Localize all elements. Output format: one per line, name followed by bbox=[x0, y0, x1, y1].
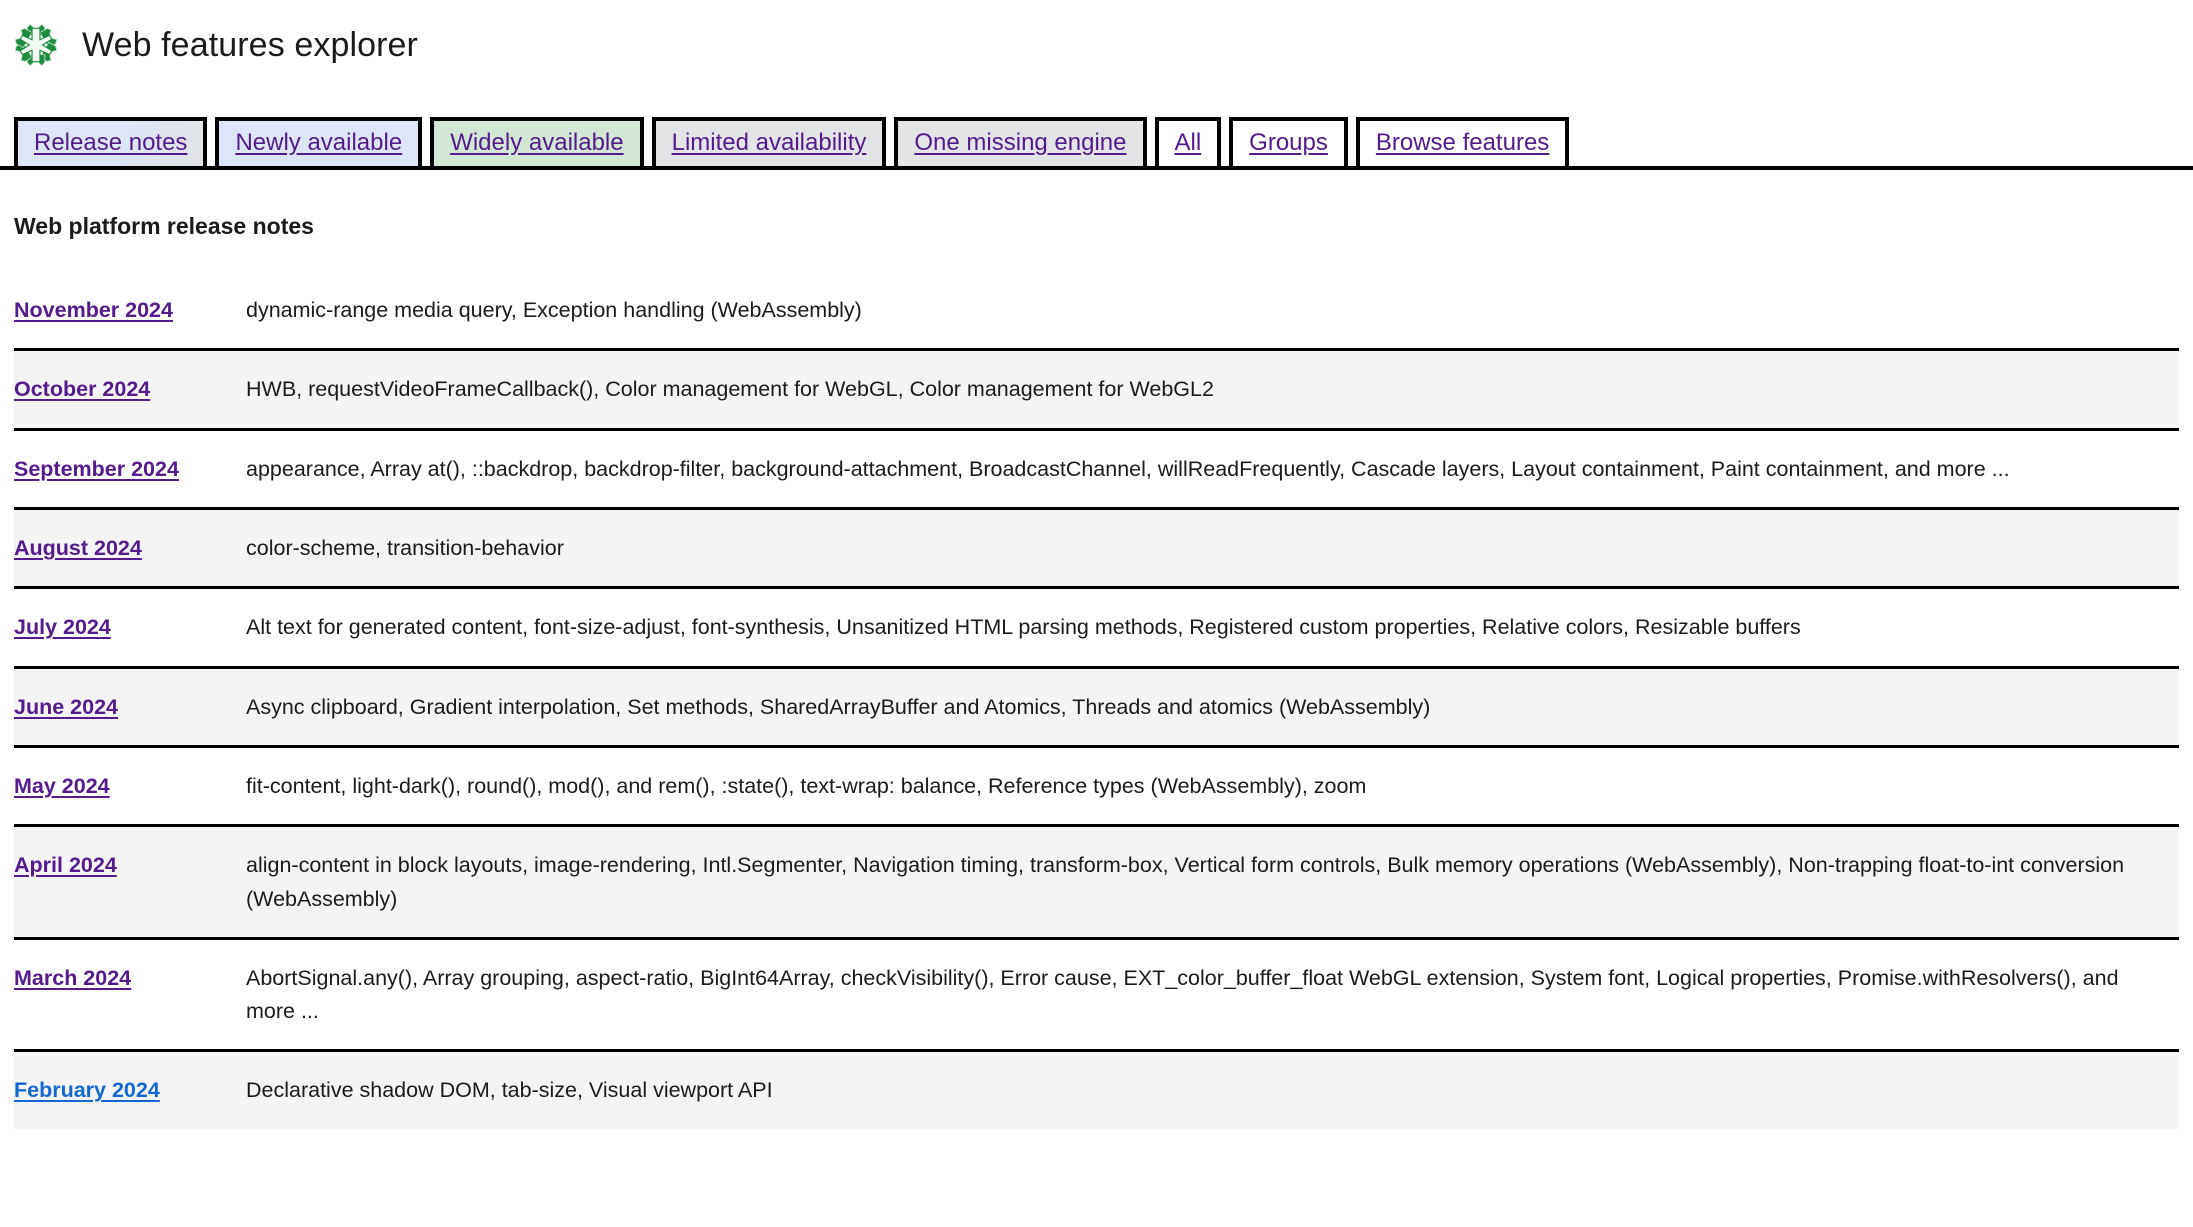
table-row bbox=[14, 588, 2179, 667]
release-month-link[interactable]: March 2024 bbox=[14, 965, 132, 990]
tab-groups[interactable] bbox=[1229, 117, 1348, 166]
tab-release-notes-link[interactable]: Release notes bbox=[34, 129, 188, 156]
table-row bbox=[14, 350, 2179, 429]
release-month-link[interactable]: November 2024 bbox=[14, 298, 173, 322]
release-month-cell bbox=[14, 667, 246, 746]
release-features-cell: dynamic-range media query, Exception handling (WebAssembly) bbox=[246, 298, 862, 322]
release-features-cell: appearance, Array at(), ::backdrop, backdrop-filter, background-attachment, BroadcastChannel, willReadFrequently, Cascade layers, Layout containment, Paint containment, and more ... bbox=[246, 456, 2010, 481]
release-features-cell: fit-content, light-dark(), round(), mod(), and rem(), :state(), text-wrap: balance, Reference types (WebAssembly), zoom bbox=[246, 773, 1367, 798]
tab-release-notes[interactable] bbox=[14, 117, 207, 166]
release-features-cell: HWB, requestVideoFrameCallback(), Color management for WebGL, Color management for WebGL2 bbox=[246, 377, 1214, 402]
site-header bbox=[0, 0, 2193, 76]
tab-one-missing-engine[interactable] bbox=[894, 117, 1146, 166]
table-row bbox=[14, 746, 2179, 825]
page-title: Web features explorer bbox=[82, 26, 418, 64]
release-month-cell bbox=[14, 746, 246, 825]
release-month-cell bbox=[14, 508, 246, 587]
main-content bbox=[0, 215, 2193, 1129]
release-month-link[interactable]: October 2024 bbox=[14, 377, 151, 402]
release-month-cell bbox=[14, 1051, 246, 1129]
table-row bbox=[14, 508, 2179, 587]
release-features-cell: color-scheme, transition-behavior bbox=[246, 535, 564, 560]
release-features-cell: align-content in block layouts, image-rendering, Intl.Segmenter, Navigation timing, transform-box, Vertical form controls, Bulk memory operations (WebAssembly), Non-trapping float-to-int conversion (WebAssembly) bbox=[246, 853, 2125, 911]
release-month-link[interactable]: June 2024 bbox=[14, 694, 118, 719]
release-month-cell bbox=[14, 429, 246, 508]
tab-widely-available[interactable] bbox=[430, 117, 643, 166]
table-row bbox=[14, 667, 2179, 746]
nav-tab-list bbox=[14, 117, 2193, 166]
tab-limited-availability-link[interactable]: Limited availability bbox=[671, 129, 867, 156]
table-row bbox=[14, 938, 2179, 1051]
release-features-cell: AbortSignal.any(), Array grouping, aspect-ratio, BigInt64Array, checkVisibility(), Error cause, EXT_color_buffer_float WebGL extension, System font, Logical properties, Promise.withResolvers(), and more ... bbox=[246, 965, 2119, 1024]
tab-newly-available[interactable] bbox=[215, 117, 422, 166]
release-month-link[interactable]: February 2024 bbox=[14, 1078, 160, 1103]
release-month-cell bbox=[14, 350, 246, 429]
release-features-cell: Alt text for generated content, font-size-adjust, font-synthesis, Unsanitized HTML parsing methods, Registered custom properties, Relative colors, Resizable buffers bbox=[246, 615, 1801, 640]
release-features-cell: Declarative shadow DOM, tab-size, Visual viewport API bbox=[246, 1078, 773, 1103]
release-month-link[interactable]: May 2024 bbox=[14, 773, 110, 798]
tab-all-link[interactable]: All bbox=[1174, 129, 1202, 156]
table-row bbox=[14, 429, 2179, 508]
tab-one-missing-engine-link[interactable]: One missing engine bbox=[914, 129, 1127, 156]
web-features-flower-logo-icon bbox=[14, 23, 58, 67]
table-row bbox=[14, 272, 2179, 350]
release-month-cell bbox=[14, 272, 246, 350]
tab-widely-available-link[interactable]: Widely available bbox=[450, 129, 624, 156]
table-row bbox=[14, 826, 2179, 939]
tab-browse-features-link[interactable]: Browse features bbox=[1375, 129, 1550, 156]
tab-newly-available-link[interactable]: Newly available bbox=[235, 129, 403, 156]
release-month-cell bbox=[14, 588, 246, 667]
release-notes-table bbox=[14, 272, 2179, 1129]
tab-groups-link[interactable]: Groups bbox=[1249, 129, 1328, 156]
release-month-cell bbox=[14, 938, 246, 1051]
tab-browse-features[interactable] bbox=[1356, 117, 1569, 166]
tab-limited-availability[interactable] bbox=[652, 117, 887, 166]
table-row bbox=[14, 1051, 2179, 1129]
tab-all[interactable] bbox=[1155, 117, 1222, 166]
release-month-link[interactable]: July 2024 bbox=[14, 615, 111, 640]
primary-nav bbox=[0, 117, 2193, 170]
release-month-cell bbox=[14, 826, 246, 939]
section-title: Web platform release notes bbox=[14, 213, 314, 239]
release-month-link[interactable]: August 2024 bbox=[14, 535, 142, 560]
release-features-cell: Async clipboard, Gradient interpolation, Set methods, SharedArrayBuffer and Atomics, Threads and atomics (WebAssembly) bbox=[246, 694, 1431, 719]
release-notes-body bbox=[14, 272, 2179, 1129]
release-month-link[interactable]: April 2024 bbox=[14, 853, 117, 878]
release-month-link[interactable]: September 2024 bbox=[14, 456, 179, 481]
